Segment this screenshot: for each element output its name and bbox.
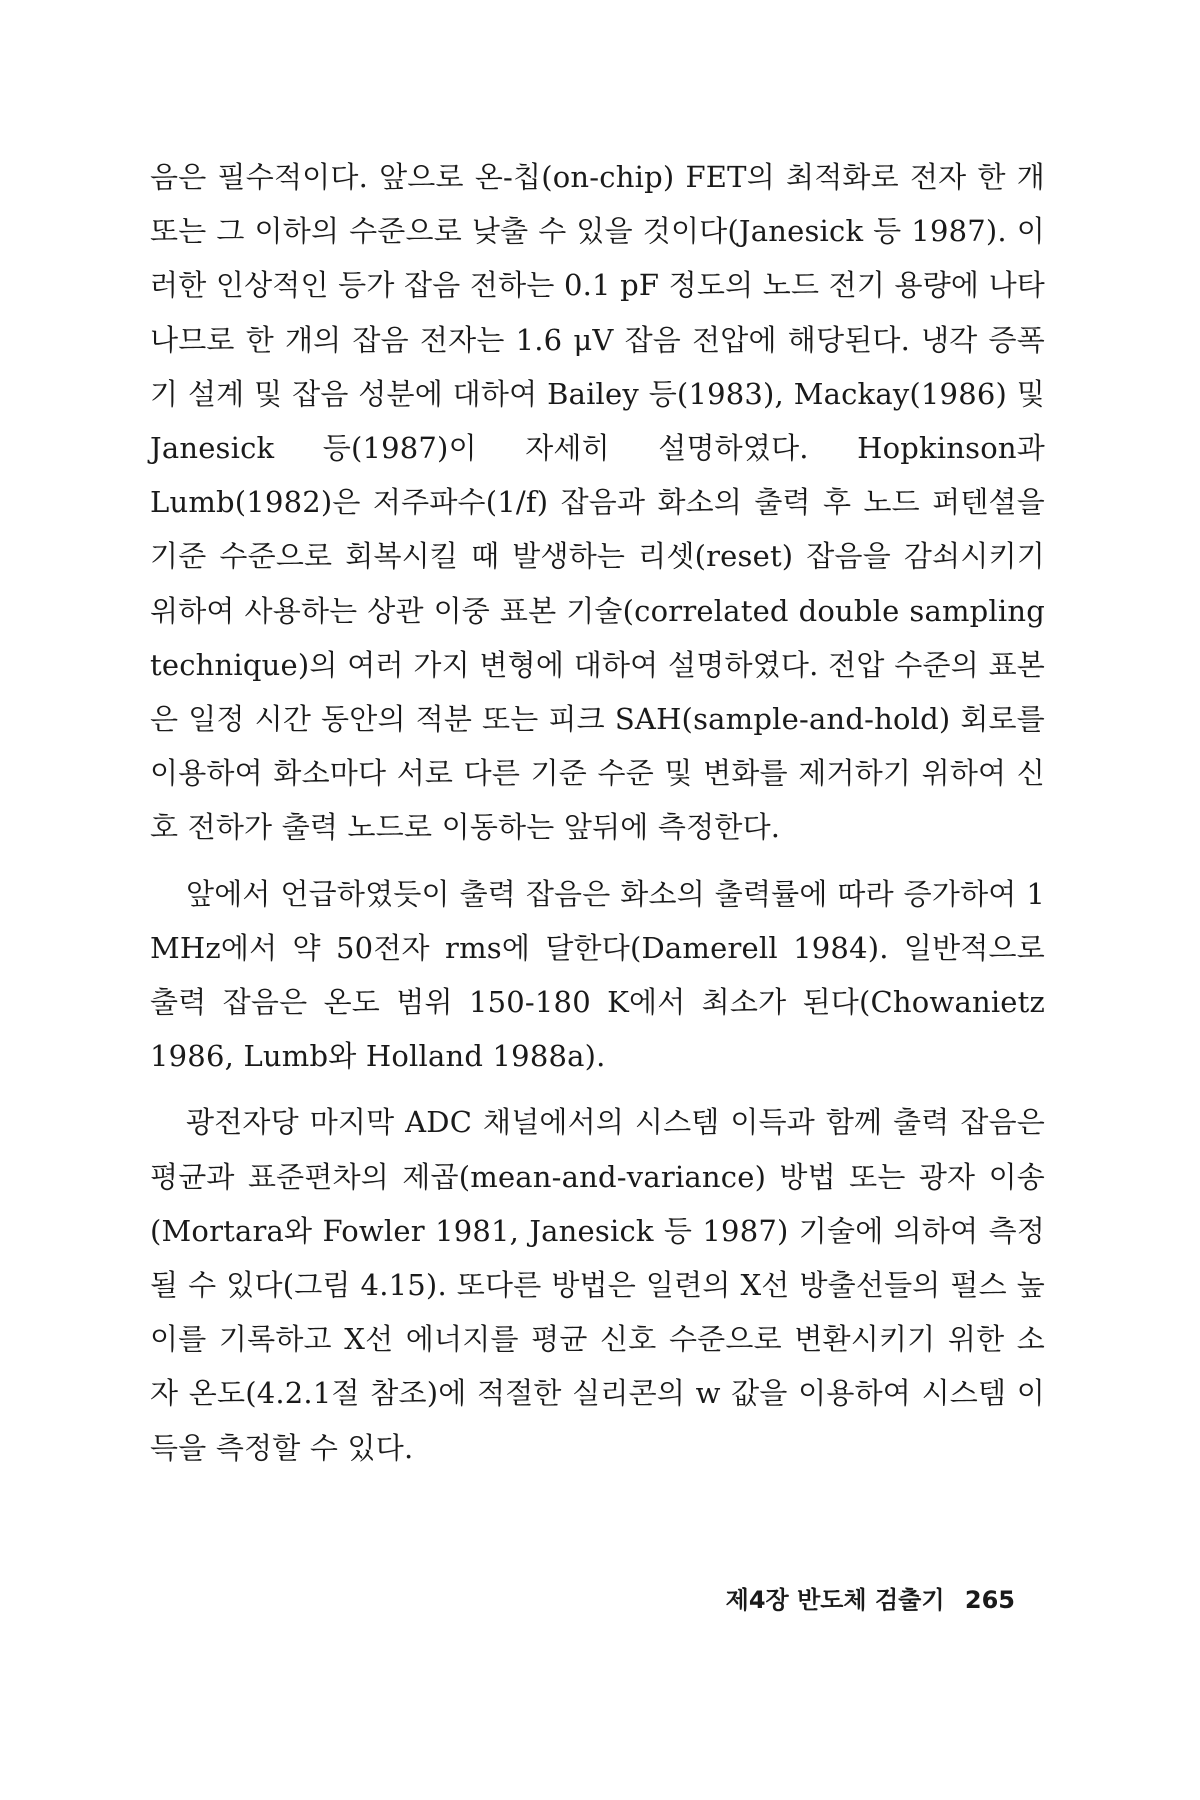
page-number: 265 (964, 1586, 1015, 1614)
body-text (150, 150, 1045, 1487)
chapter-title: 제4장 반도체 검출기 (725, 1586, 945, 1614)
paragraph-2: 앞에서 언급하였듯이 출력 잡음은 화소의 출력률에 따라 증가하여 1 MHz에서 약 50전자 rms에 달한다(Damerell 1984). 일반적으로 출력 잡음은 온도 범위 150-180 K에서 최소가 된다(Chowanietz 1986, Lumb와 Holland 1988a). (150, 876, 1045, 1074)
paragraph-3: 광전자당 마지막 ADC 채널에서의 시스템 이득과 함께 출력 잡음은 평균과 표준편차의 제곱(mean-and-variance) 방법 또는 광자 이송(Mortara와 Fowler 1981, Janesick 등 1987) 기술에 의하여 측정될 수 있다(그림 4.15). 또다른 방법은 일련의 X선 방출선들의 펄스 높이를 기록하고 X선 에너지를 평균 신호 수준으로 변환시키기 위한 소자 온도(4.2.1절 참조)에 적절한 실리콘의 w 값을 이용하여 시스템 이득을 측정할 수 있다. (150, 1105, 1045, 1465)
page-footer (726, 1580, 1015, 1615)
paragraph-1: 음은 필수적이다. 앞으로 온-칩(on-chip) FET의 최적화로 전자 한 개 또는 그 이하의 수준으로 낮출 수 있을 것이다(Janesick 등 1987). 이러한 인상적인 등가 잡음 전하는 0.1 pF 정도의 노드 전기 용량에 나타나므로 한 개의 잡음 전자는 1.6 μV 잡음 전압에 해당된다. 냉각 증폭기 설계 및 잡음 성분에 대하여 Bailey 등(1983), Mackay(1986) 및 Janesick 등(1987)이 자세히 설명하였다. Hopkinson과 Lumb(1982)은 저주파수(1/f) 잡음과 화소의 출력 후 노드 퍼텐셜을 기준 수준으로 회복시킬 때 발생하는 리셋(reset) 잡음을 감쇠시키기 위하여 사용하는 상관 이중 표본 기술(correlated double sampling technique)의 여러 가지 변형에 대하여 설명하였다. 전압 수준의 표본은 일정 시간 동안의 적분 또는 피크 SAH(sample-and-hold) 회로를 이용하여 화소마다 서로 다른 기준 수준 및 변화를 제거하기 위하여 신호 전하가 출력 노드로 이동하는 앞뒤에 측정한다. (150, 160, 1045, 845)
